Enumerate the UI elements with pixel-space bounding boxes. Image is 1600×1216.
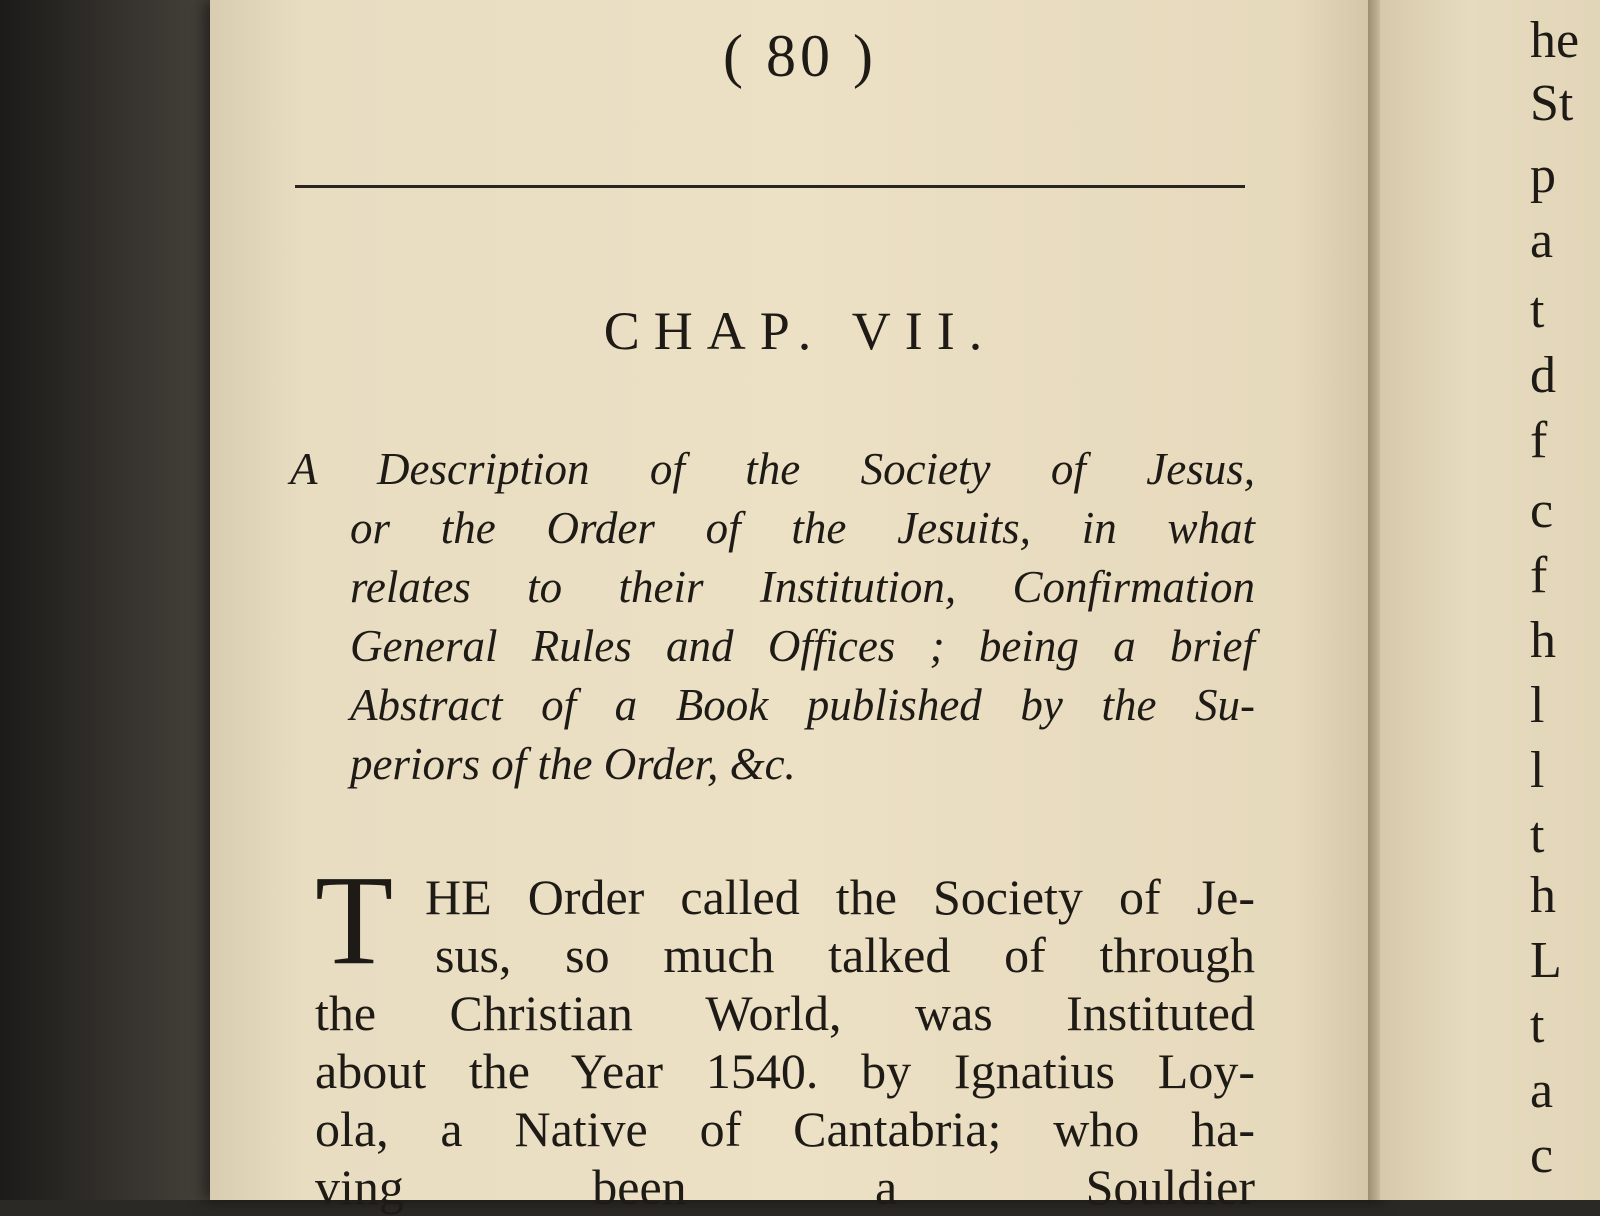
summary-line: relates to their Institution, Confirmation (350, 562, 1255, 612)
facing-page-fragment: f (1530, 412, 1548, 469)
chapter-heading: CHAP. VII. (603, 301, 997, 361)
body-paragraph (315, 868, 1255, 1216)
facing-page-fragment: St (1530, 75, 1574, 132)
facing-page-fragment: L (1530, 932, 1562, 989)
header-rule (295, 185, 1245, 188)
summary-line: General Rules and Offices ; being a brief (350, 621, 1255, 671)
body-line: ving been a Souldier (315, 1159, 1255, 1215)
summary-line: A Description of the Society of Jesus, (290, 444, 1255, 494)
book-page (210, 0, 1390, 1215)
facing-page-fragment: he (1530, 12, 1580, 69)
facing-page-fragment: t (1530, 282, 1545, 339)
background-shadow (0, 0, 240, 1200)
chapter-summary (290, 440, 1255, 794)
facing-page-fragment: t (1530, 807, 1545, 864)
facing-page (1380, 0, 1600, 1200)
facing-page-fragment: l (1530, 742, 1545, 799)
body-line: HE Order called the Society of Je- (425, 869, 1255, 925)
facing-page-fragment: a (1530, 1062, 1554, 1119)
facing-page-fragment: c (1530, 1127, 1554, 1184)
summary-line: periors of the Order, &c. (350, 739, 796, 789)
body-line: the Christian World, was Instituted (315, 985, 1255, 1041)
facing-page-fragment: p (1530, 147, 1556, 204)
body-line: ola, a Native of Cantabria; who ha- (315, 1101, 1255, 1157)
facing-page-fragment: f (1530, 547, 1548, 604)
book-gutter (1368, 0, 1380, 1200)
facing-page-fragment: h (1530, 612, 1556, 669)
summary-line: Abstract of a Book published by the Su- (350, 680, 1255, 730)
facing-page-fragment: a (1530, 212, 1554, 269)
body-line: about the Year 1540. by Ignatius Loy- (315, 1043, 1255, 1099)
body-line: sus, so much talked of through (435, 927, 1255, 983)
drop-cap: T (315, 849, 394, 991)
facing-page-fragment: t (1530, 997, 1545, 1054)
facing-page-fragment: c (1530, 482, 1554, 539)
facing-page-fragment: h (1530, 867, 1556, 924)
summary-line: or the Order of the Jesuits, in what (350, 503, 1255, 553)
facing-page-fragment: l (1530, 677, 1545, 734)
page-number: ( 80 ) (723, 23, 877, 89)
facing-page-fragment: d (1530, 347, 1556, 404)
